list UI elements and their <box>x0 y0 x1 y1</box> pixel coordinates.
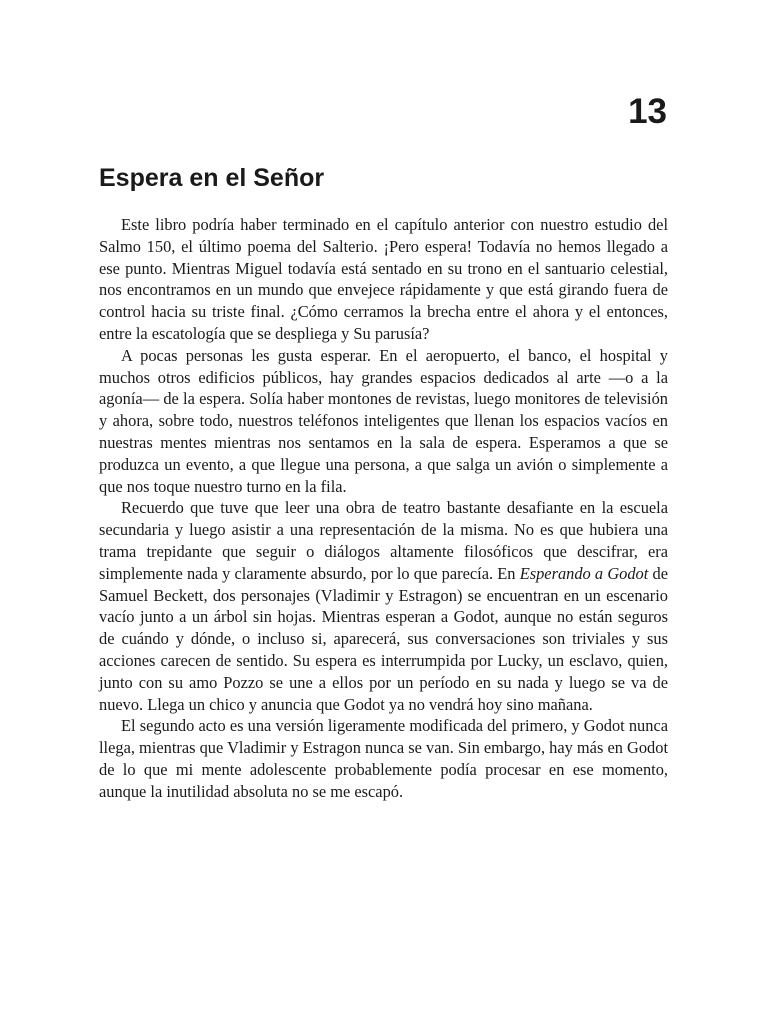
chapter-title: Espera en el Señor <box>99 164 325 192</box>
paragraph-3 <box>99 497 668 715</box>
paragraph-4: El segundo acto es una versión ligeramente modificada del primero, y Godot nunca llega, mientras que Vladimir y Estragon nunca se van. Sin embargo, hay más en Godot de lo que mi mente adolescente probablemente podía procesar en ese momento, aunque la inutilidad absoluta no se me escapó. <box>99 716 668 801</box>
chapter-number: 13 <box>628 92 667 131</box>
paragraph-3-text-end: de Samuel Beckett, dos personajes (Vladimir y Estragon) se encuentran en un escenario vacío junto a un árbol sin hojas. Mientras esperan a Godot, aunque no están seguros de cuándo y dónde, o incluso si, aparecerá, sus conversaciones son triviales y sus acciones carecen de sentido. Su espera es interrumpida por Lucky, un esclavo, quien, junto con su amo Pozzo se une a ellos por un período en su nada y luego se va de nuevo. Llega un chico y anuncia que Godot ya no vendrá hoy sino mañana. <box>99 563 668 714</box>
paragraph-3-text-start: Recuerdo que tuve que leer una obra de teatro bastante desafiante en la escuela secundaria y luego asistir a una representación de la misma. No es que hubiera una trama trepidante que seguir o diálogos altamente filosóficos que descifrar, era simplemente nada y claramente absurdo, por lo que parecía. En <box>99 498 668 583</box>
chapter-body <box>99 214 668 803</box>
paragraph-2: A pocas personas les gusta esperar. En el aeropuerto, el banco, el hospital y muchos otros edificios públicos, hay grandes espacios dedicados al arte —o a la agonía— de la espera. Solía haber montones de revistas, luego monitores de televisión y ahora, sobre todo, nuestros teléfonos inteligentes que llenan los espacios vacíos en nuestras mentes mientras nos sentamos en la sala de espera. Esperamos a que se produzca un evento, a que llegue una persona, a que salga un avión o simplemente a que nos toque nuestro turno en la fila. <box>99 345 668 496</box>
play-title-italic: Esperando a Godot <box>519 563 649 583</box>
paragraph-1: Este libro podría haber terminado en el capítulo anterior con nuestro estudio del Salmo 150, el último poema del Salterio. ¡Pero espera! Todavía no hemos llegado a ese punto. Mientras Miguel todavía está sentado en su trono en el santuario celestial, nos encontramos en un mundo que envejece rápidamente y que está girando fuera de control hacia su triste final. ¿Cómo cerramos la brecha entre el ahora y el entonces, entre la escatología que se despliega y Su parusía? <box>99 215 668 343</box>
